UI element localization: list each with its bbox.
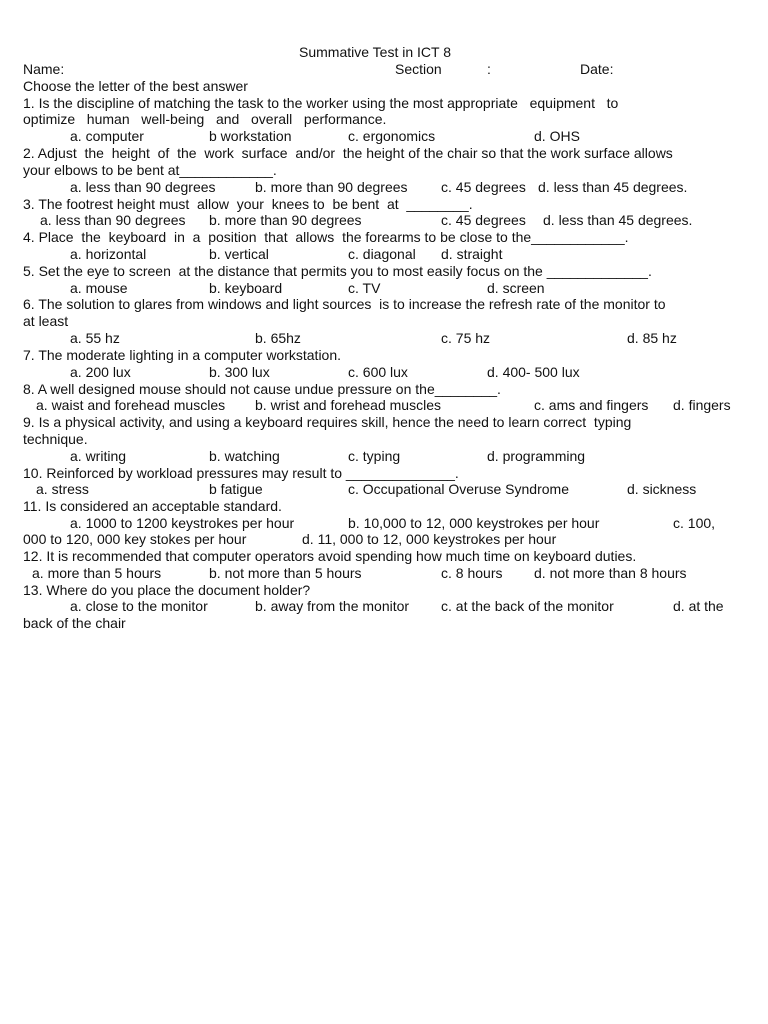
question-13-option-a: a. close to the monitor xyxy=(70,598,208,614)
question-8-text: 8. A well designed mouse should not cause undue pressure on the________. xyxy=(23,381,501,397)
question-12-option-b: b. not more than 5 hours xyxy=(209,565,362,581)
question-6-option-c: c. 75 hz xyxy=(441,330,491,346)
date-label: Date: xyxy=(580,61,614,77)
question-11-option-a: a. 1000 to 1200 keystrokes per hour xyxy=(70,515,295,531)
question-10-option-b: b fatigue xyxy=(209,481,263,497)
question-3-option-a: a. less than 90 degrees xyxy=(40,212,186,228)
name-label: Name: xyxy=(23,61,65,77)
question-3-option-d: d. less than 45 degrees. xyxy=(543,212,693,228)
question-1-option-a: a. computer xyxy=(70,128,144,144)
question-5-option-a: a. mouse xyxy=(70,280,128,296)
section-label: Section xyxy=(395,61,442,77)
question-4-option-a: a. horizontal xyxy=(70,246,147,262)
question-1-option-c: c. ergonomics xyxy=(348,128,436,144)
question-5-option-d: d. screen xyxy=(487,280,545,296)
question-11-text: 11. Is considered an acceptable standard. xyxy=(23,498,282,514)
question-5-text: 5. Set the eye to screen at the distance that permits you to most easily focus on the _____________. xyxy=(23,263,652,279)
question-2-option-c: c. 45 degrees xyxy=(441,179,526,195)
question-6-option-b: b. 65hz xyxy=(255,330,301,346)
question-11-option-c-cont: 000 to 120, 000 key stokes per hour xyxy=(23,531,247,547)
question-2-option-a: a. less than 90 degrees xyxy=(70,179,216,195)
question-13-option-d-cont: back of the chair xyxy=(23,615,126,631)
question-9-text: 9. Is a physical activity, and using a keyboard requires skill, hence the need to learn correct typing xyxy=(23,414,632,430)
question-3-option-b: b. more than 90 degrees xyxy=(209,212,362,228)
question-7-option-b: b. 300 lux xyxy=(209,364,270,380)
question-10-option-a: a. stress xyxy=(36,481,89,497)
question-8-option-c: c. ams and fingers xyxy=(534,397,649,413)
question-12-option-d: d. not more than 8 hours xyxy=(534,565,687,581)
question-1-text: 1. Is the discipline of matching the task to the worker using the most appropriate equipment to xyxy=(23,95,619,111)
question-11-option-d: d. 11, 000 to 12, 000 keystrokes per hour xyxy=(302,531,557,547)
question-13-option-d: d. at the xyxy=(673,598,724,614)
section-colon: : xyxy=(487,61,491,77)
question-2-option-b: b. more than 90 degrees xyxy=(255,179,408,195)
question-8-option-d: d. fingers xyxy=(673,397,731,413)
question-7-option-d: d. 400- 500 lux xyxy=(487,364,580,380)
question-11-option-c: c. 100, xyxy=(673,515,716,531)
question-6-text: at least xyxy=(23,313,69,329)
question-12-option-c: c. 8 hours xyxy=(441,565,503,581)
question-13-option-c: c. at the back of the monitor xyxy=(441,598,614,614)
test-title: Summative Test in ICT 8 xyxy=(299,44,451,60)
question-4-text: 4. Place the keyboard in a position that allows the forearms to be close to the____________. xyxy=(23,229,629,245)
question-9-option-d: d. programming xyxy=(487,448,586,464)
question-9-option-c: c. typing xyxy=(348,448,401,464)
question-7-option-a: a. 200 lux xyxy=(70,364,131,380)
question-6-option-a: a. 55 hz xyxy=(70,330,120,346)
question-9-text: technique. xyxy=(23,431,88,447)
question-13-text: 13. Where do you place the document holder? xyxy=(23,582,311,598)
question-9-option-a: a. writing xyxy=(70,448,127,464)
question-13-option-b: b. away from the monitor xyxy=(255,598,410,614)
question-2-option-d: d. less than 45 degrees. xyxy=(538,179,688,195)
question-12-option-a: a. more than 5 hours xyxy=(32,565,162,581)
question-2-text: your elbows to be bent at____________. xyxy=(23,162,277,178)
question-4-option-c: c. diagonal xyxy=(348,246,416,262)
question-11-option-b: b. 10,000 to 12, 000 keystrokes per hour xyxy=(348,515,600,531)
question-8-option-b: b. wrist and forehead muscles xyxy=(255,397,441,413)
instructions: Choose the letter of the best answer xyxy=(23,78,248,94)
question-5-option-b: b. keyboard xyxy=(209,280,283,296)
question-10-option-c: c. Occupational Overuse Syndrome xyxy=(348,481,569,497)
question-6-option-d: d. 85 hz xyxy=(627,330,677,346)
question-7-text: 7. The moderate lighting in a computer workstation. xyxy=(23,347,342,363)
question-1-option-d: d. OHS xyxy=(534,128,580,144)
question-6-text: 6. The solution to glares from windows and light sources is to increase the refresh rate of the monitor to xyxy=(23,296,666,312)
question-2-text: 2. Adjust the height of the work surface and/or the height of the chair so that the work surface allows xyxy=(23,145,673,161)
question-12-text: 12. It is recommended that computer operators avoid spending how much time on keyboard duties. xyxy=(23,548,637,564)
question-1-option-b: b workstation xyxy=(209,128,292,144)
question-3-option-c: c. 45 degrees xyxy=(441,212,526,228)
question-4-option-d: d. straight xyxy=(441,246,503,262)
question-8-option-a: a. waist and forehead muscles xyxy=(36,397,226,413)
question-4-option-b: b. vertical xyxy=(209,246,269,262)
question-7-option-c: c. 600 lux xyxy=(348,364,408,380)
question-3-text: 3. The footrest height must allow your knees to be bent at ________. xyxy=(23,196,473,212)
question-9-option-b: b. watching xyxy=(209,448,280,464)
question-10-option-d: d. sickness xyxy=(627,481,697,497)
question-5-option-c: c. TV xyxy=(348,280,381,296)
question-10-text: 10. Reinforced by workload pressures may result to ______________. xyxy=(23,465,459,481)
question-1-text: optimize human well-being and overall performance. xyxy=(23,111,387,127)
